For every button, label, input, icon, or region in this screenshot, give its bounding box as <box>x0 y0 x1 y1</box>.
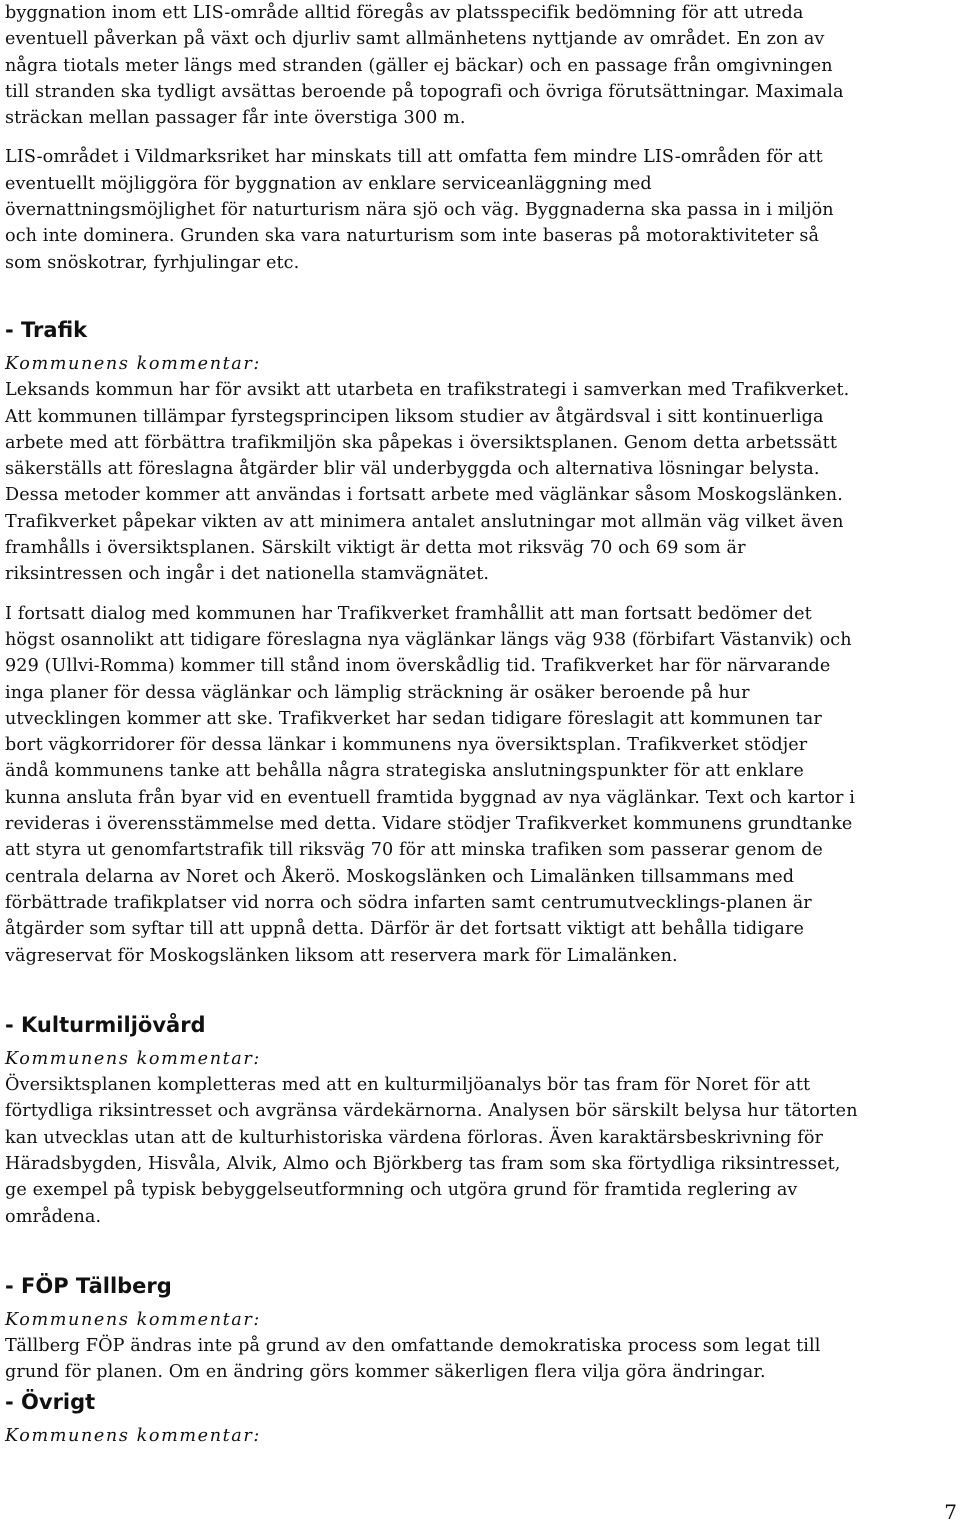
text-line: säkerställs att föreslagna åtgärder blir väl underbyggda och alternativa lösningar belysta. <box>5 459 820 480</box>
text-line: Dessa metoder kommer att användas i fortsatt arbete med väglänkar såsom Moskogslänken. <box>5 485 843 506</box>
comment-label: Kommunens kommentar: <box>5 353 261 374</box>
comment-label: Kommunens kommentar: <box>5 1425 261 1446</box>
section-heading-ovrigt: - Övrigt <box>5 1389 96 1414</box>
text-line: åtgärder som syftar till att uppnå detta. Därför är det fortsatt viktigt att behålla tidigare <box>5 919 804 940</box>
text-line: till stranden ska tydligt avsättas beroende på topografi och övriga förutsättningar. Maximala <box>5 81 844 102</box>
text-line: Att kommunen tillämpar fyrstegsprincipen liksom studier av åtgärdsval i sitt kontinuerliga <box>5 406 824 427</box>
text-line: eventuellt möjliggöra för byggnation av enklare serviceanläggning med <box>5 173 652 194</box>
text-line: grund för planen. Om en ändring görs kommer säkerligen flera vilja göra ändringar. <box>5 1362 766 1383</box>
text-line: övernattningsmöjlighet för naturturism nära sjö och väg. Byggnaderna ska passa in i miljön <box>5 200 834 221</box>
text-line: som snöskotrar, fyrhjulingar etc. <box>5 252 300 273</box>
text-line: LIS-området i Vildmarksriket har minskats till att omfatta fem mindre LIS-områden för att <box>5 147 823 168</box>
text-line: att styra ut genomfartstrafik till riksväg 70 för att minska trafiken som passerar genom de <box>5 840 823 861</box>
text-line: högst osannolikt att tidigare föreslagna nya väglänkar längs väg 938 (förbifart Västanvik) och <box>5 629 852 650</box>
text-line: Tällberg FÖP ändras inte på grund av den omfattande demokratiska process som legat till <box>5 1336 821 1357</box>
text-line: några tiotals meter längs med stranden (gäller ej bäckar) och en passage från omgivningen <box>5 55 833 76</box>
paragraph-vildmarksriket <box>5 144 957 275</box>
text-line: kunna ansluta från byar vid en eventuell framtida byggnad av nya väglänkar. Text och kartor i <box>5 787 855 808</box>
text-line: arbete med att förbättra trafikmiljön ska påpekas i översiktsplanen. Genom detta arbetssätt <box>5 432 837 453</box>
comment-block-fop-tallberg <box>5 1307 957 1386</box>
text-line: eventuell påverkan på växt och djurliv samt allmänhetens nyttjande av området. En zon av <box>5 29 825 50</box>
text-line: förtydliga riksintresset och avgränsa värdekärnorna. Analysen bör särskilt belysa hur tätorten <box>5 1101 858 1122</box>
text-line: 929 (Ullvi-Romma) kommer till stånd inom överskådlig tid. Trafikverket har för närvarande <box>5 656 831 677</box>
comment-label: Kommunens kommentar: <box>5 1309 261 1330</box>
text-line: ändå kommunens tanke att behålla några strategiska anslutningspunkter för att enklare <box>5 761 804 782</box>
comment-label: Kommunens kommentar: <box>5 1048 261 1069</box>
paragraph-lis-bedomning <box>5 0 957 131</box>
text-line: och inte dominera. Grunden ska vara naturturism som inte baseras på motoraktiviteter så <box>5 226 820 247</box>
text-line: I fortsatt dialog med kommunen har Trafikverket framhållit att man fortsatt bedömer det <box>5 603 812 624</box>
comment-block-kulturmiljovard <box>5 1046 957 1230</box>
comment-block-ovrigt <box>5 1423 957 1449</box>
text-line: centrala delarna av Noret och Åkerö. Moskogslänken och Limalänken tillsammans med <box>5 866 795 887</box>
text-line: områdena. <box>5 1206 102 1227</box>
text-line: framhålls i översiktsplanen. Särskilt viktigt är detta mot riksväg 70 och 69 som är <box>5 538 746 559</box>
section-heading-kulturmiljovard: - Kulturmiljövård <box>5 1012 206 1037</box>
text-line: sträckan mellan passager får inte överstiga 300 m. <box>5 108 466 129</box>
text-line: kan utvecklas utan att de kulturhistoriska värdena förloras. Även karaktärsbeskrivning för <box>5 1127 824 1148</box>
text-line: Trafikverket påpekar vikten av att minimera antalet anslutningar mot allmän väg vilket även <box>5 511 844 532</box>
text-line: revideras i överensstämmelse med detta. Vidare stödjer Trafikverket kommunens grundtanke <box>5 814 853 835</box>
section-heading-trafik: - Trafik <box>5 317 88 342</box>
text-line: byggnation inom ett LIS-område alltid föregås av platsspecifik bedömning för att utreda <box>5 3 804 23</box>
document-page <box>5 0 957 1449</box>
text-line: Leksands kommun har för avsikt att utarbeta en trafikstrategi i samverkan med Trafikverket. <box>5 380 850 401</box>
text-line: ge exempel på typisk bebyggelseutformning och utgöra grund för framtida reglering av <box>5 1180 798 1201</box>
text-line: vägreservat för Moskogslänken liksom att reservera mark för Limalänken. <box>5 945 678 966</box>
paragraph-trafikverket-dialog <box>5 601 957 969</box>
page-number: 7 <box>944 1500 957 1524</box>
text-line: riksintressen och ingår i det nationella stamvägnätet. <box>5 564 490 585</box>
text-line: inga planer för dessa väglänkar och lämplig sträckning är osäker beroende på hur <box>5 682 750 703</box>
text-line: Häradsbygden, Hisvåla, Alvik, Almo och Björkberg tas fram som ska förtydliga riksintresset, <box>5 1153 841 1174</box>
text-line: bort vägkorridorer för dessa länkar i kommunens nya översiktsplan. Trafikverket stödjer <box>5 735 808 756</box>
text-line: Översiktsplanen kompletteras med att en kulturmiljöanalys bör tas fram för Noret för att <box>5 1075 811 1096</box>
text-line: utvecklingen kommer att ske. Trafikverket har sedan tidigare föreslagit att kommunen tar <box>5 708 822 729</box>
text-line: förbättrade trafikplatser vid norra och södra infarten samt centrumutvecklings-planen är <box>5 892 812 913</box>
comment-block-trafik <box>5 351 957 588</box>
section-heading-fop-tallberg: - FÖP Tällberg <box>5 1273 172 1298</box>
